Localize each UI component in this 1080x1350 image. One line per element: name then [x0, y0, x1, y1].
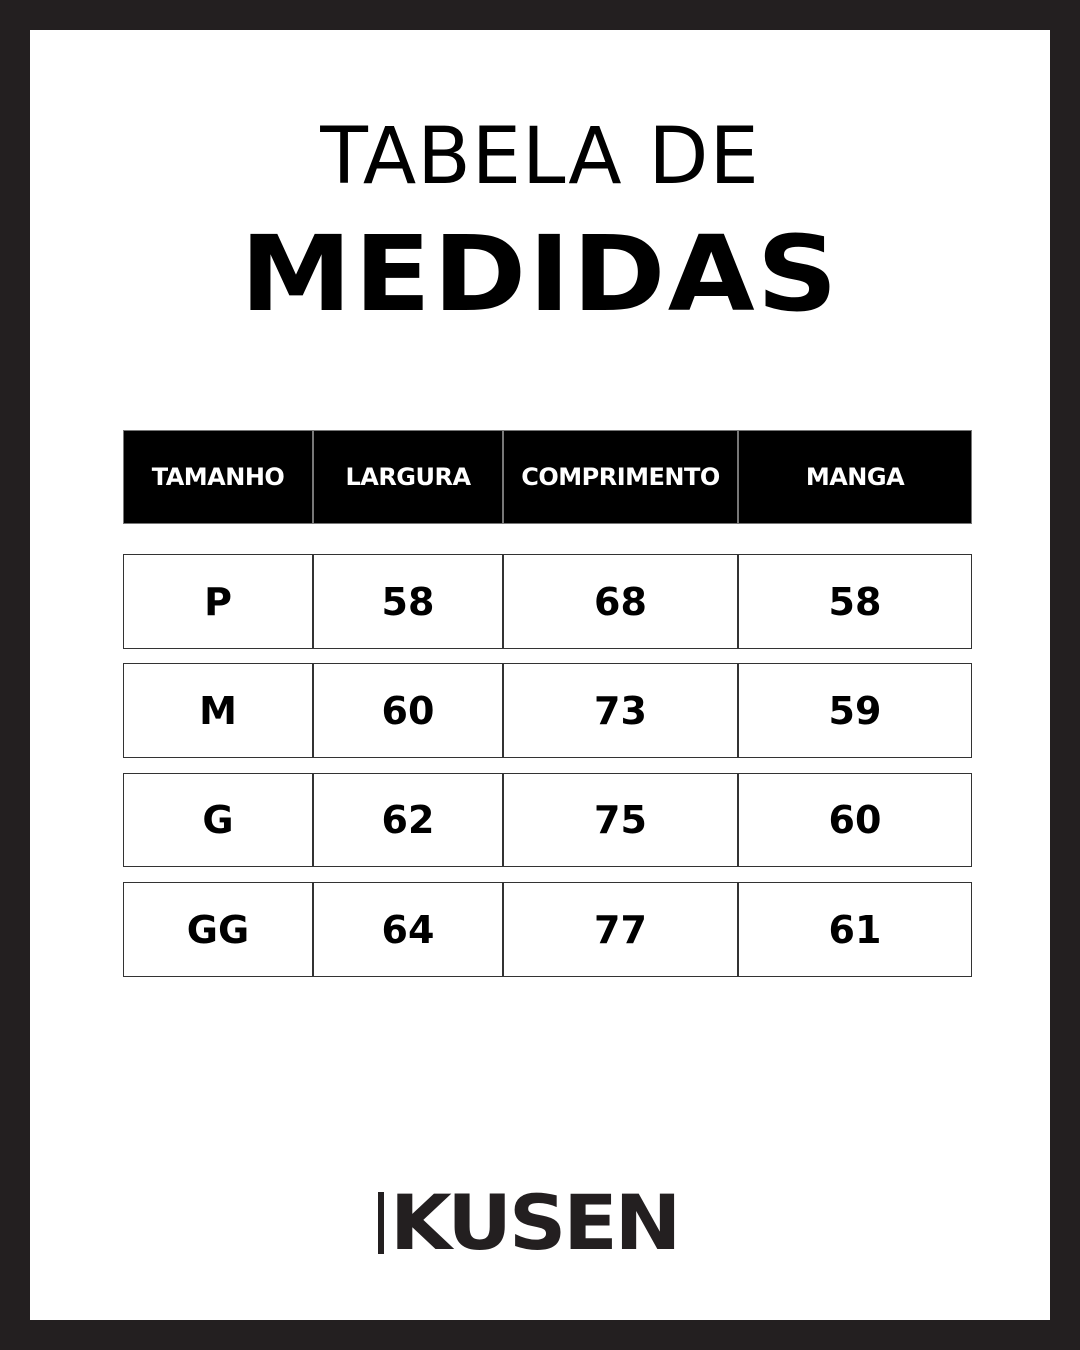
logo-bar-icon: [378, 1192, 384, 1254]
largura-cell: 64: [313, 882, 503, 977]
size-cell: GG: [123, 882, 313, 977]
manga-cell: 60: [738, 773, 972, 867]
size-cell: P: [123, 554, 313, 649]
title-line-2: MEDIDAS: [240, 213, 840, 335]
largura-cell: 58: [313, 554, 503, 649]
header-cell-manga: MANGA: [738, 430, 972, 524]
title-line-1: TABELA DE: [320, 112, 760, 202]
largura-cell: 62: [313, 773, 503, 867]
size-cell: G: [123, 773, 313, 867]
comprimento-cell: 75: [503, 773, 738, 867]
comprimento-cell: 73: [503, 663, 738, 758]
manga-cell: 58: [738, 554, 972, 649]
brand-name: KUSEN: [390, 1178, 679, 1267]
header-cell-largura: LARGURA: [313, 430, 503, 524]
manga-cell: 59: [738, 663, 972, 758]
largura-cell: 60: [313, 663, 503, 758]
comprimento-cell: 68: [503, 554, 738, 649]
size-cell: M: [123, 663, 313, 758]
manga-cell: 61: [738, 882, 972, 977]
brand-logo: [378, 1178, 679, 1267]
comprimento-cell: 77: [503, 882, 738, 977]
header-cell-tamanho: TAMANHO: [123, 430, 313, 524]
header-cell-comprimento: COMPRIMENTO: [503, 430, 738, 524]
